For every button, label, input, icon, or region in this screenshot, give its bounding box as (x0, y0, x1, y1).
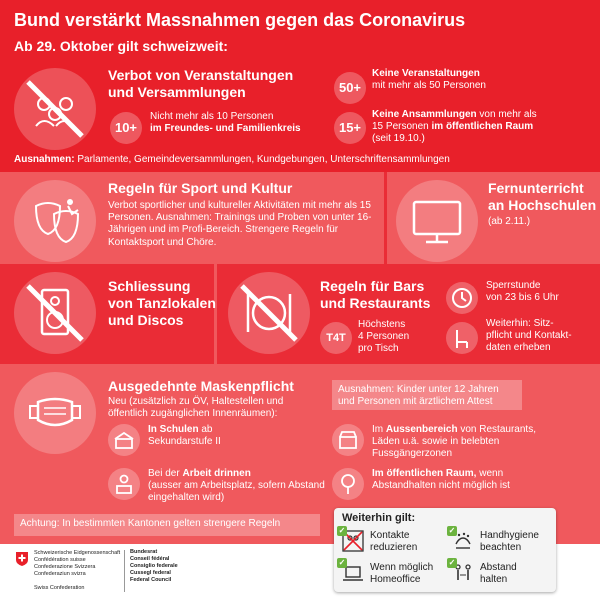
sec4-oeff-bold: Im öffentlichen Raum, (372, 468, 477, 479)
footer-right-line: Conseil fédéral (130, 556, 170, 563)
sec1-50-text (372, 68, 582, 92)
check-icon: ✓ (338, 526, 346, 535)
swiss-flag-icon (16, 552, 28, 566)
sec4-arbeit-a: Bei der (148, 468, 183, 479)
check-icon: ✓ (338, 558, 346, 567)
sec2-heading-right: Fernunterricht an Hochschulen (488, 180, 597, 214)
check-icon: ✓ (448, 526, 456, 535)
weiterhin-item-label: Wenn möglich Homeoffice (370, 562, 434, 585)
footer-right-line: Federal Council (130, 577, 172, 584)
monitor-icon (396, 180, 478, 262)
sec3-table-text: Höchstens 4 Personen pro Tisch (358, 319, 410, 355)
footer-left-line: Schweizerische Eidgenossenschaft (34, 550, 121, 556)
footer-right-line: Consiglio federale (130, 563, 178, 570)
table-icon (320, 322, 352, 354)
sec1-ausnahmen (14, 154, 594, 166)
sec4-oeff (372, 468, 562, 492)
sec3-sperr-text: Sperrstunde von 23 bis 6 Uhr (486, 280, 559, 304)
page-subtitle: Ab 29. Oktober gilt schweizweit: (14, 38, 228, 54)
sec4-aussen-bold: Aussenbereich (385, 424, 458, 435)
footer-left-line: Confederazione Svizzera (34, 564, 96, 571)
sec1-ausnahmen-text: Parlamente, Gemeindeversammlungen, Kundgebungen, Unterschriftensammlungen (74, 154, 450, 165)
badge-50plus (334, 72, 366, 104)
sec3-heading-mid: Regeln für Bars und Restaurants (320, 278, 431, 312)
badge-15plus (334, 112, 366, 144)
tree-icon (332, 468, 364, 500)
footer-left-line: Confédération suisse (34, 557, 86, 564)
sec2-text-right: (ab 2.11.) (488, 216, 531, 227)
sec4-schulen-bold: In Schulen (148, 424, 199, 435)
divider-sport-fern (384, 172, 387, 264)
sec1-10-normal: Nicht mehr als 10 Personen (150, 111, 274, 122)
sec4-oeff-c: wenn Abstandhalten nicht möglich ist (372, 468, 510, 492)
footer-swiss-conf: Swiss Confederation (34, 585, 85, 591)
sec4-ausnahmen: Ausnahmen: Kinder unter 12 Jahren und Personen mit ärztlichem Attest (332, 380, 522, 410)
footer-right-line: Cussegl federal (130, 570, 171, 577)
sec1-50-bold: Keine Veranstaltungen (372, 68, 480, 79)
sec1-15-a-bold: Keine Ansammlungen (372, 109, 477, 120)
footer-right-line: Bundesrat (130, 549, 158, 555)
weiterhin-item-label: Abstand halten (480, 562, 517, 585)
footer-left-line: Confederaziun svizra (34, 571, 86, 578)
sec4-arbeit-c: (ausser am Arbeitsplatz, sofern Abstand eingehalten wird) (148, 480, 325, 504)
footer-divider (124, 550, 125, 592)
mask-icon (14, 372, 96, 454)
sec1-50-normal: mit mehr als 50 Personen (372, 80, 486, 92)
sec4-schulen (148, 424, 328, 448)
theater-masks-icon (14, 180, 96, 262)
badge-50plus-text: 50+ (338, 80, 362, 95)
school-icon (108, 424, 140, 456)
weiterhin-item-label: Kontakte reduzieren (370, 530, 418, 553)
sec1-10-text (150, 111, 330, 135)
office-worker-icon (108, 468, 140, 500)
sec4-aussen-c: von Restaurants, Läden u.ä. sowie in belebten Fussgängerzonen (372, 424, 536, 460)
sec1-15-b-normal: 15 Personen (372, 121, 432, 133)
table-icon-text: T4T (326, 332, 346, 344)
sec4-achtung: Achtung: In bestimmten Kantonen gelten strengere Regeln (14, 514, 320, 536)
sec1-ausnahmen-label: Ausnahmen: (14, 154, 75, 165)
sec2-text: Verbot sportlicher und kultureller Aktivitäten mit mehr als 15 Personen. Ausnahmen: Trainings und Proben von unter 16-Jährigen und im Profi-Bereich. Strengere Regeln für Kontaktsport und Chöre. (108, 200, 372, 248)
clock-icon (446, 282, 478, 314)
sec4-schulen-a: ab (198, 424, 213, 435)
check-icon: ✓ (448, 558, 456, 567)
sec1-10-bold: im Freundes- und Familienkreis (150, 123, 301, 135)
sec1-15-c: (seit 19.10.) (372, 133, 425, 145)
sec2-heading: Regeln für Sport und Kultur (108, 180, 293, 196)
weiterhin-box (334, 508, 556, 592)
sec4-heading: Ausgedehnte Maskenpflicht (108, 378, 294, 394)
shop-icon (332, 424, 364, 456)
sec4-arbeit (148, 468, 328, 505)
weiterhin-title: Weiterhin gilt: (342, 512, 416, 524)
sec1-15-a-normal: von mehr als (476, 109, 537, 120)
sec3-heading-left: Schliessung von Tanzlokalen und Discos (108, 278, 216, 329)
sec4-aussen-a: Im (372, 424, 386, 435)
badge-10plus (110, 112, 142, 144)
footer-right-names (130, 549, 210, 584)
no-speaker-icon (14, 272, 96, 354)
badge-10plus-text: 10+ (114, 120, 138, 135)
sec1-heading: Verbot von Veranstaltungen und Versammlungen (108, 67, 294, 101)
sec1-15-b-bold: im öffentlichen Raum (431, 121, 534, 133)
sec3-sitz-text: Weiterhin: Sitz- pflicht und Kontakt- daten erheben (486, 318, 572, 354)
chair-icon (446, 322, 478, 354)
sec4-arbeit-bold: Arbeit drinnen (182, 468, 251, 479)
sec1-15-text (372, 109, 592, 146)
page-title: Bund verstärkt Massnahmen gegen das Coronavirus (14, 10, 466, 30)
sec4-intro: Neu (zusätzlich zu ÖV, Haltestellen und öffentlich zugänglichen Innenräumen): (108, 396, 284, 420)
no-crowd-icon (14, 68, 96, 150)
sec4-schulen-b: Sekundarstufe II (148, 436, 221, 448)
no-cutlery-icon (228, 272, 310, 354)
sec4-aussen (372, 424, 562, 461)
weiterhin-item-label: Handhygiene beachten (480, 530, 539, 553)
badge-15plus-text: 15+ (338, 120, 362, 135)
